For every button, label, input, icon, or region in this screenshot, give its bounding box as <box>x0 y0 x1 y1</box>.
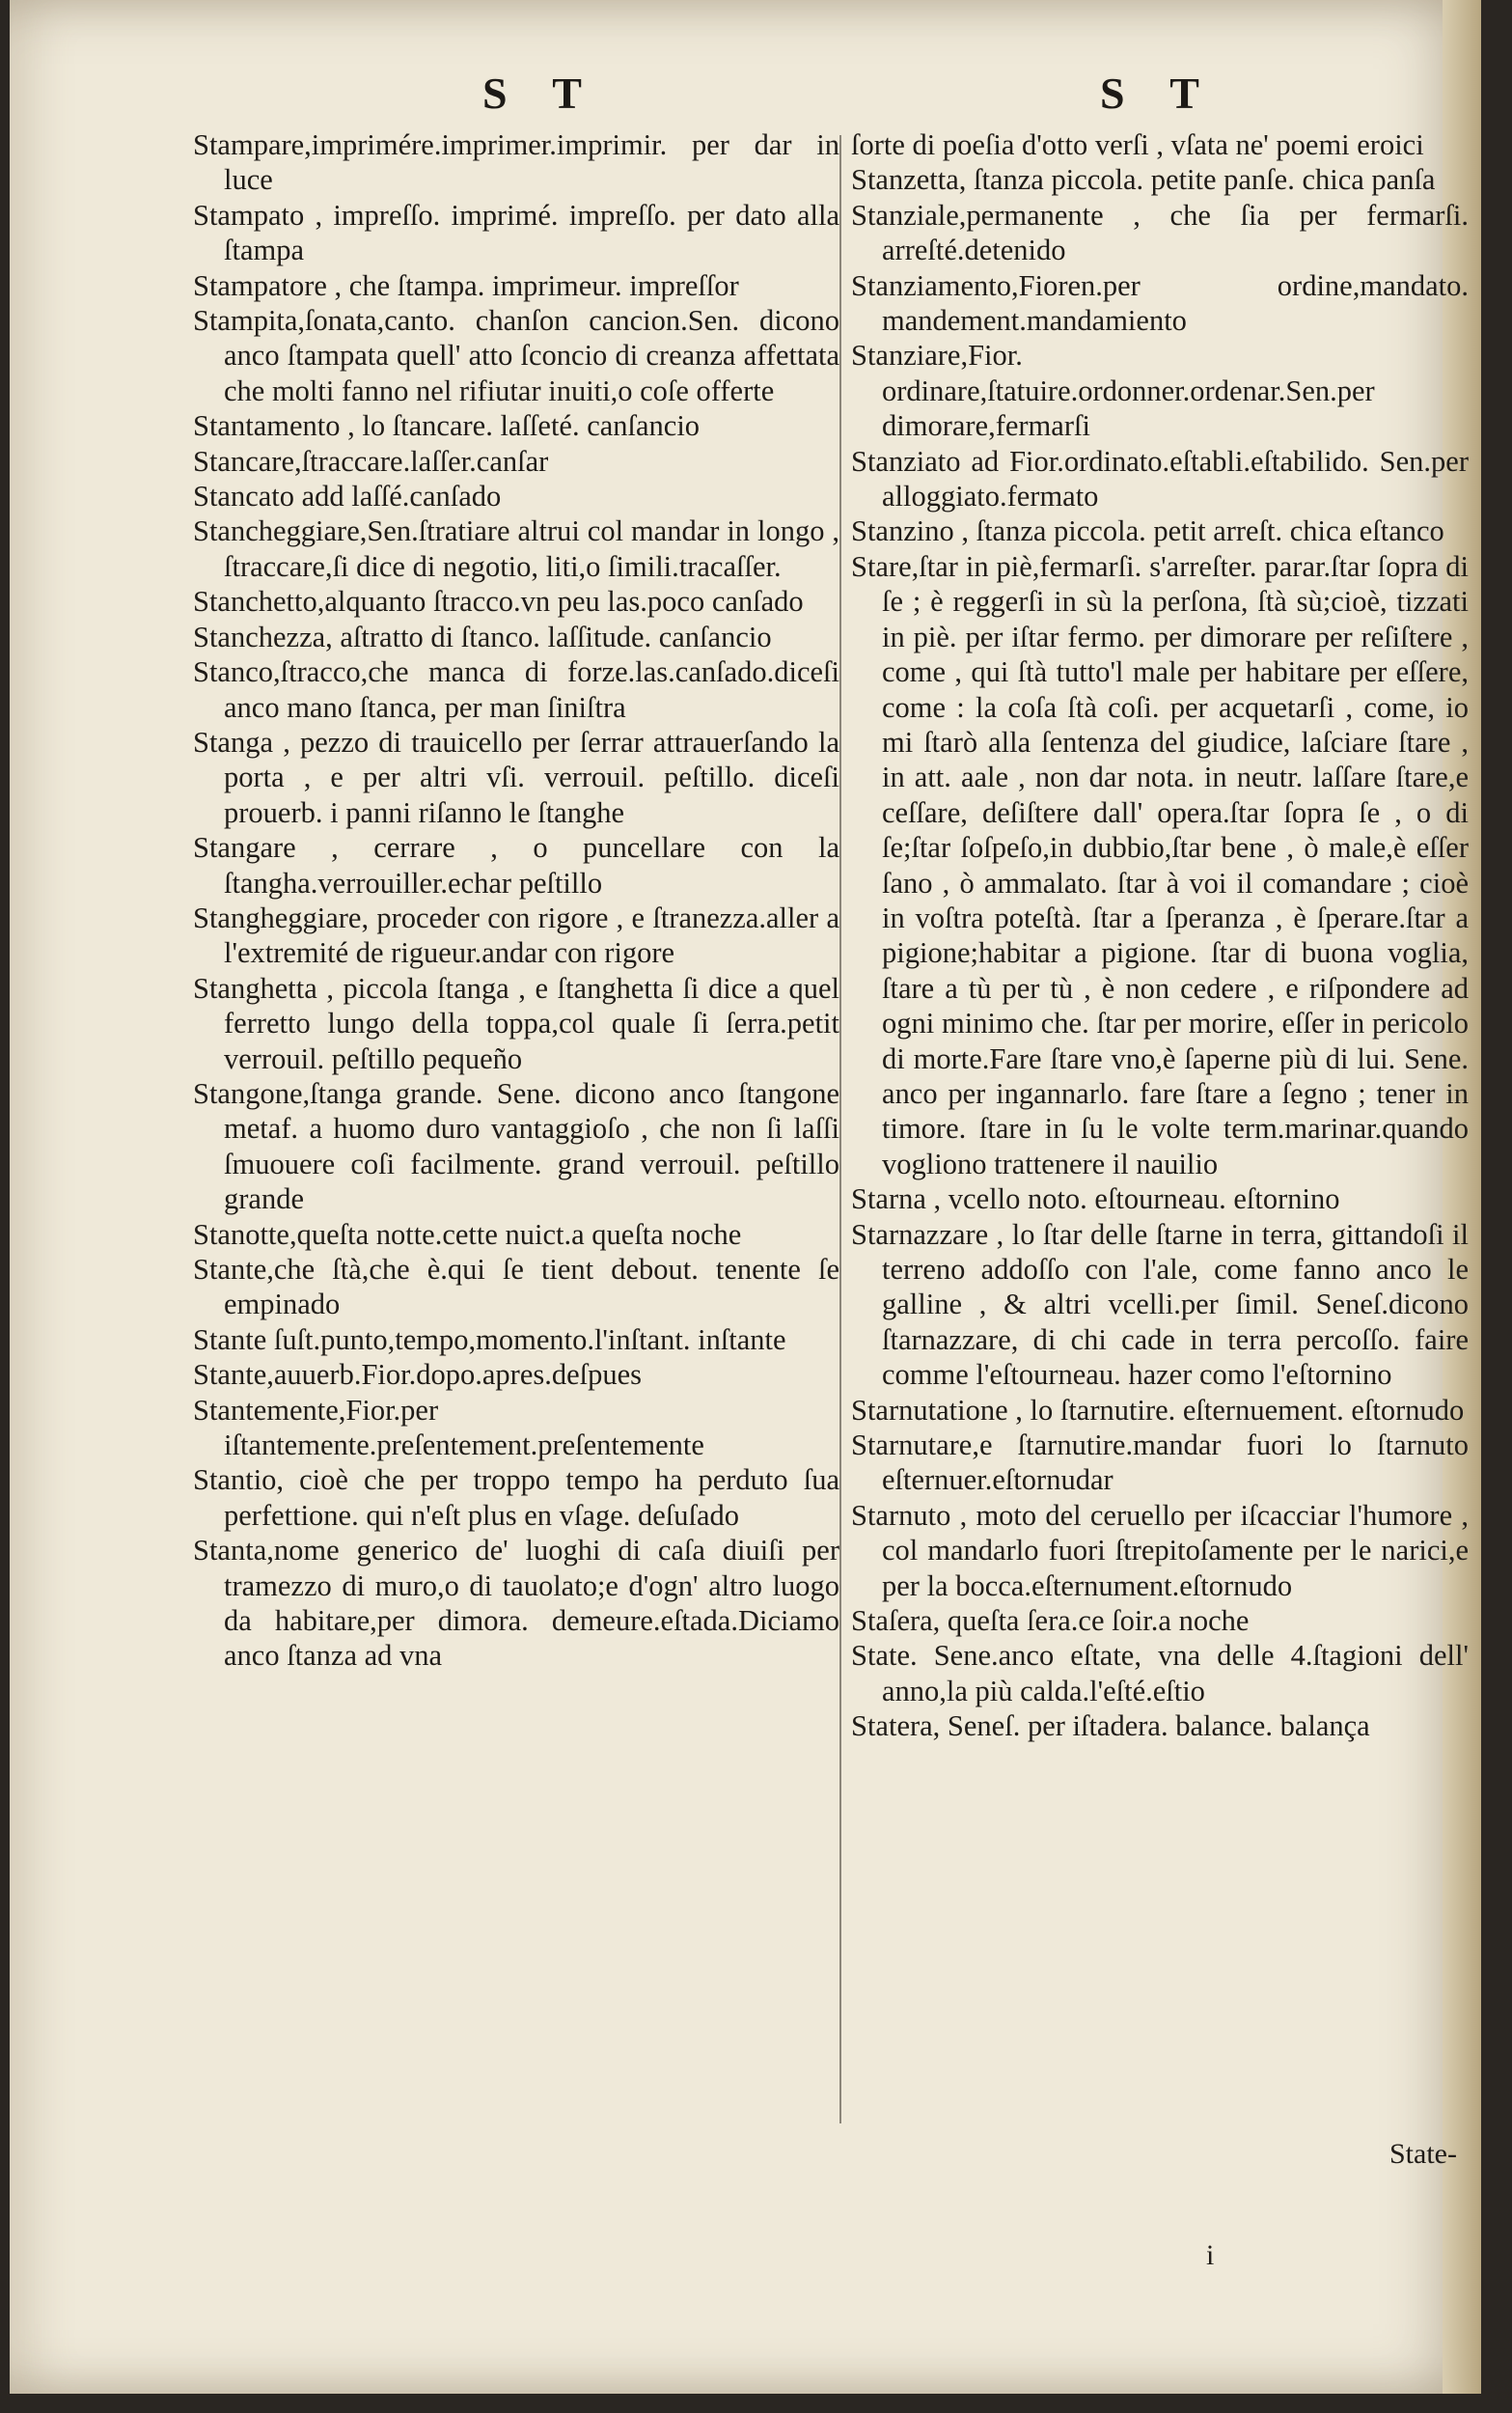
dictionary-entry: Stanco,ſtracco,che manca di forze.las.canſado.diceſi anco mano ſtanca, per man ſiniſtra <box>193 655 839 724</box>
dictionary-entry: Stampita,ſonata,canto. chanſon cancion.Sen. dicono anco ſtampata quell' atto ſconcio di creanza affettata che molti fanno nel rifiutar inuiti,o coſe offerte <box>193 304 839 407</box>
dictionary-entry: Stanta,nome generico de' luoghi di caſa diuiſi per tramezzo di muro,o di tauolato;e d'ogn' altro luogo da habitare,per dimora. demeure.eſtada.Diciamo anco ſtanza ad vna <box>193 1534 839 1673</box>
dictionary-entry: Stantamento , lo ſtancare. laſſeté. canſancio <box>193 409 701 443</box>
dictionary-entry: Stancare,ſtraccare.laſſer.canſar <box>193 444 549 478</box>
dictionary-entry: Starna , vcello noto. eſtourneau. eſtornino <box>851 1182 1340 1216</box>
dictionary-entry: Stantio, cioè che per troppo tempo ha perduto ſua perfettione. qui n'eſt plus en vſage. deſuſado <box>193 1463 839 1532</box>
dictionary-entry: Stanchezza, aſtratto di ſtanco. laſſitude. canſancio <box>193 620 772 653</box>
running-header-left: S T <box>482 69 599 118</box>
right-column <box>851 127 1469 1744</box>
dictionary-entry: Stare,ſtar in piè,fermarſi. s'arreſter. parar.ſtar ſopra di ſe ; è reggerſi in sù la perſona, ſtà sù;cioè, tizzati in piè. per iſtar fermo. per dimorare per reſiſtere , come , qui ſtà tutto'l male per habitare per eſſere, come : la coſa ſtà coſi. per acquetarſi , come, io mi ſtarò alla ſentenza del giudice, laſciare ſtare , in att. aale , non dar nota. in neutr. laſſare ſtare,e ceſſare, deſiſtere dall' opera.ſtar ſopra ſe , o di ſe;ſtar ſoſpeſo,in dubbio,ſtar bene , ò male,è eſſer ſano , ò ammalato. ſtar à voi il comandare ; cioè in voſtra poteſtà. ſtar a ſperanza , è ſperare.ſtar a pigione;habitar a pigione. ſtar di buona voglia, ſtare a tù per tù , è non cedere , e riſpondere ad ogni minimo che. ſtar per morire, eſſer in pericolo di morte.Fare ſtare vno,è ſaperne più di lui. Sene. anco per ingannarlo. fare ſtare a ſegno ; tener in timore. ſtare in ſu le volte term.marinar.quando vogliono trattenere il nauilio <box>851 549 1469 1180</box>
dictionary-entry: Stante,auuerb.Fior.dopo.apres.deſpues <box>193 1358 643 1392</box>
dictionary-entry: Stante ſuſt.punto,tempo,momento.l'inſtant. inſtante <box>193 1322 786 1356</box>
dictionary-entry: Stangheggiare, proceder con rigore , e ſtranezza.aller a l'extremité de rigueur.andar con rigore <box>193 901 839 970</box>
running-header-right: S T <box>1100 69 1217 118</box>
dictionary-entry: Stampato , impreſſo. imprimé. impreſſo. per dato alla ſtampa <box>193 198 839 267</box>
dictionary-entry: Stanzino , ſtanza piccola. petit arreſt. chica eſtanco <box>851 514 1444 548</box>
dictionary-page <box>10 0 1481 2394</box>
dictionary-entry: Starnutatione , lo ſtarnutire. eſternuement. eſtornudo <box>851 1393 1465 1427</box>
dictionary-entry: Stanziato ad Fior.ordinato.eſtabli.eſtabilido. Sen.per alloggiato.fermato <box>851 444 1469 513</box>
dictionary-entry: Statera, Seneſ. per iſtadera. balance. balança <box>851 1709 1370 1743</box>
dictionary-entry: Stanziale,permanente , che ſia per fermarſi. arreſté.detenido <box>851 198 1469 267</box>
dictionary-entry: Stanzetta, ſtanza piccola. petite panſe. chica panſa <box>851 163 1436 197</box>
dictionary-entry: Starnutare,e ſtarnutire.mandar fuori lo ſtarnuto eſternuer.eſtornudar <box>851 1428 1469 1497</box>
dictionary-entry: ſorte di poeſia d'otto verſi , vſata ne' poemi eroici <box>851 128 1424 161</box>
left-column <box>193 127 839 1674</box>
dictionary-entry: Stante,che ſtà,che è.qui ſe tient debout. tenente ſe empinado <box>193 1253 839 1321</box>
dictionary-entry: Stampare,imprimére.imprimer.imprimir. per dar in luce <box>193 128 839 197</box>
catchword: State- <box>1389 2138 1457 2170</box>
dictionary-entry: Stanziare,Fior. ordinare,ſtatuire.ordonner.ordenar.Sen.per dimorare,fermarſi <box>851 339 1375 443</box>
dictionary-entry: Stancato add laſſé.canſado <box>193 480 502 513</box>
dictionary-entry: Stangone,ſtanga grande. Sene. dicono anco ſtangone metaf. a huomo duro vantaggioſo , che non ſi laſſi ſmuouere coſi facilmente. grand verrouil. peſtillo grande <box>193 1076 839 1216</box>
dictionary-entry: Stantemente,Fior.per iſtantemente.preſentement.preſentemente <box>193 1393 704 1462</box>
signature-mark: i <box>1206 2239 1215 2271</box>
dictionary-entry: Stanchetto,alquanto ſtracco.vn peu las.poco canſado <box>193 585 804 619</box>
dictionary-entry: Stanotte,queſta notte.cette nuict.a queſta noche <box>193 1217 742 1251</box>
dictionary-entry: Stanziamento,Fioren.per ordine,mandato. mandement.mandamiento <box>851 268 1469 338</box>
dictionary-entry: Stanghetta , piccola ſtanga , e ſtanghetta ſi dice a quel ferretto lungo della toppa,col quale ſi ſerra.petit verrouil. peſtillo pequeño <box>193 971 839 1075</box>
dictionary-entry: Stanga , pezzo di trauicello per ſerrar attrauerſando la porta , e per altri vſi. verrouil. peſtillo. diceſi prouerb. i panni riſanno le ſtanghe <box>193 725 839 829</box>
dictionary-entry: State. Sene.anco eſtate, vna delle 4.ſtagioni dell' anno,la più calda.l'eſté.eſtio <box>851 1639 1469 1707</box>
column-rule <box>839 135 841 2123</box>
dictionary-entry: Stancheggiare,Sen.ſtratiare altrui col mandar in longo , ſtraccare,ſi dice di negotio, liti,o ſimili.tracaſſer. <box>193 514 839 583</box>
dictionary-entry: Stangare , cerrare , o puncellare con la ſtangha.verrouiller.echar peſtillo <box>193 831 839 900</box>
dictionary-entry: Stampatore , che ſtampa. imprimeur. impreſſor <box>193 268 739 302</box>
dictionary-entry: Staſera, queſta ſera.ce ſoir.a noche <box>851 1604 1250 1638</box>
dictionary-entry: Starnuto , moto del ceruello per iſcacciar l'humore , col mandarlo fuori ſtrepitoſamente per le narici,e per la bocca.eſternument.eſtornudo <box>851 1498 1469 1602</box>
dictionary-entry: Starnazzare , lo ſtar delle ſtarne in terra, gittandoſi il terreno addoſſo con l'ale, come fanno anco le galline , & altri vcelli.per ſimil. Seneſ.dicono ſtarnazzare, di chi cade in terra percoſſo. faire comme l'eſtourneau. hazer como l'eſtornino <box>851 1217 1469 1392</box>
